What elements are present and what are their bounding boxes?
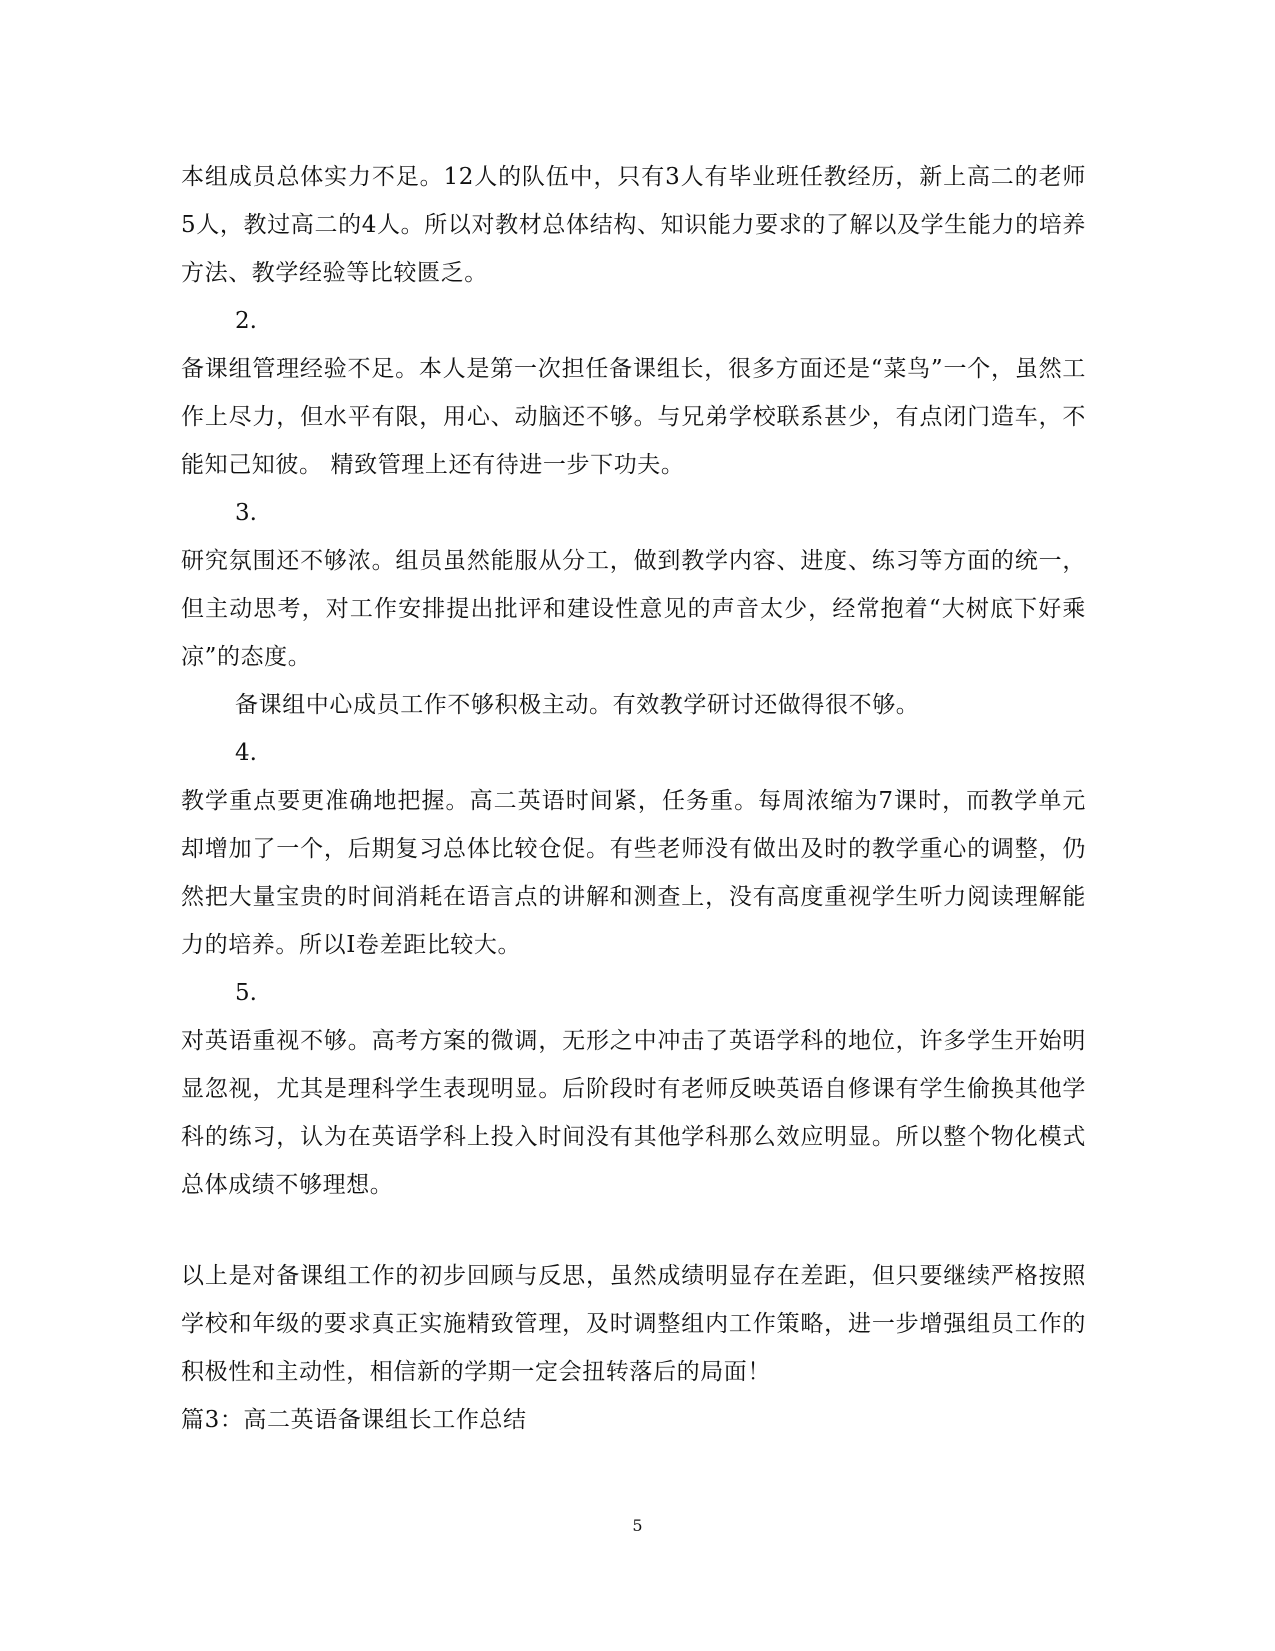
list-number-3: 3. <box>235 500 257 526</box>
paragraph-gap <box>181 1209 1086 1252</box>
list-number-4: 4. <box>235 740 257 766</box>
section-heading-part3: 篇3：高二英语备课组长工作总结 <box>181 1407 527 1433</box>
paragraph-weakness-2: 备课组管理经验不足。本人是第一次担任备课组长，很多方面还是“菜鸟”一个，虽然工作上尽力，但水平有限，用心、动脑还不够。与兄弟学校联系甚少，有点闭门造车，不能知己知彼。 精致管理上还有待进一步下功夫。 <box>181 356 1086 478</box>
list-number-5: 5. <box>235 980 257 1006</box>
paragraph-core-members: 备课组中心成员工作不够积极主动。有效教学研讨还做得很不够。 <box>235 692 920 718</box>
document-body <box>181 153 1086 1444</box>
paragraph-weakness-4: 教学重点要更准确地把握。高二英语时间紧，任务重。每周浓缩为7课时，而教学单元却增加了一个，后期复习总体比较仓促。有些老师没有做出及时的教学重心的调整，仍然把大量宝贵的时间消耗在语言点的讲解和测查上，没有高度重视学生听力阅读理解能力的培养。所以I卷差距比较大。 <box>181 788 1086 958</box>
paragraph-weakness-5: 对英语重视不够。高考方案的微调，无形之中冲击了英语学科的地位，许多学生开始明显忽视，尤其是理科学生表现明显。后阶段时有老师反映英语自修课有学生偷换其他学科的练习，认为在英语学科上投入时间没有其他学科那么效应明显。所以整个物化模式总体成绩不够理想。 <box>181 1028 1086 1198</box>
list-number-2: 2. <box>235 308 257 334</box>
paragraph-weakness-1: 本组成员总体实力不足。12人的队伍中，只有3人有毕业班任教经历，新上高二的老师5人，教过高二的4人。所以对教材总体结构、知识能力要求的了解以及学生能力的培养方法、教学经验等比较匮乏。 <box>181 164 1086 286</box>
paragraph-conclusion: 以上是对备课组工作的初步回顾与反思，虽然成绩明显存在差距，但只要继续严格按照学校和年级的要求真正实施精致管理，及时调整组内工作策略，进一步增强组员工作的积极性和主动性，相信新的学期一定会扭转落后的局面！ <box>181 1263 1086 1385</box>
page-number: 5 <box>632 1516 643 1535</box>
paragraph-weakness-3: 研究氛围还不够浓。组员虽然能服从分工，做到教学内容、进度、练习等方面的统一，但主动思考，对工作安排提出批评和建设性意见的声音太少，经常抱着“大树底下好乘凉”的态度。 <box>181 548 1086 670</box>
